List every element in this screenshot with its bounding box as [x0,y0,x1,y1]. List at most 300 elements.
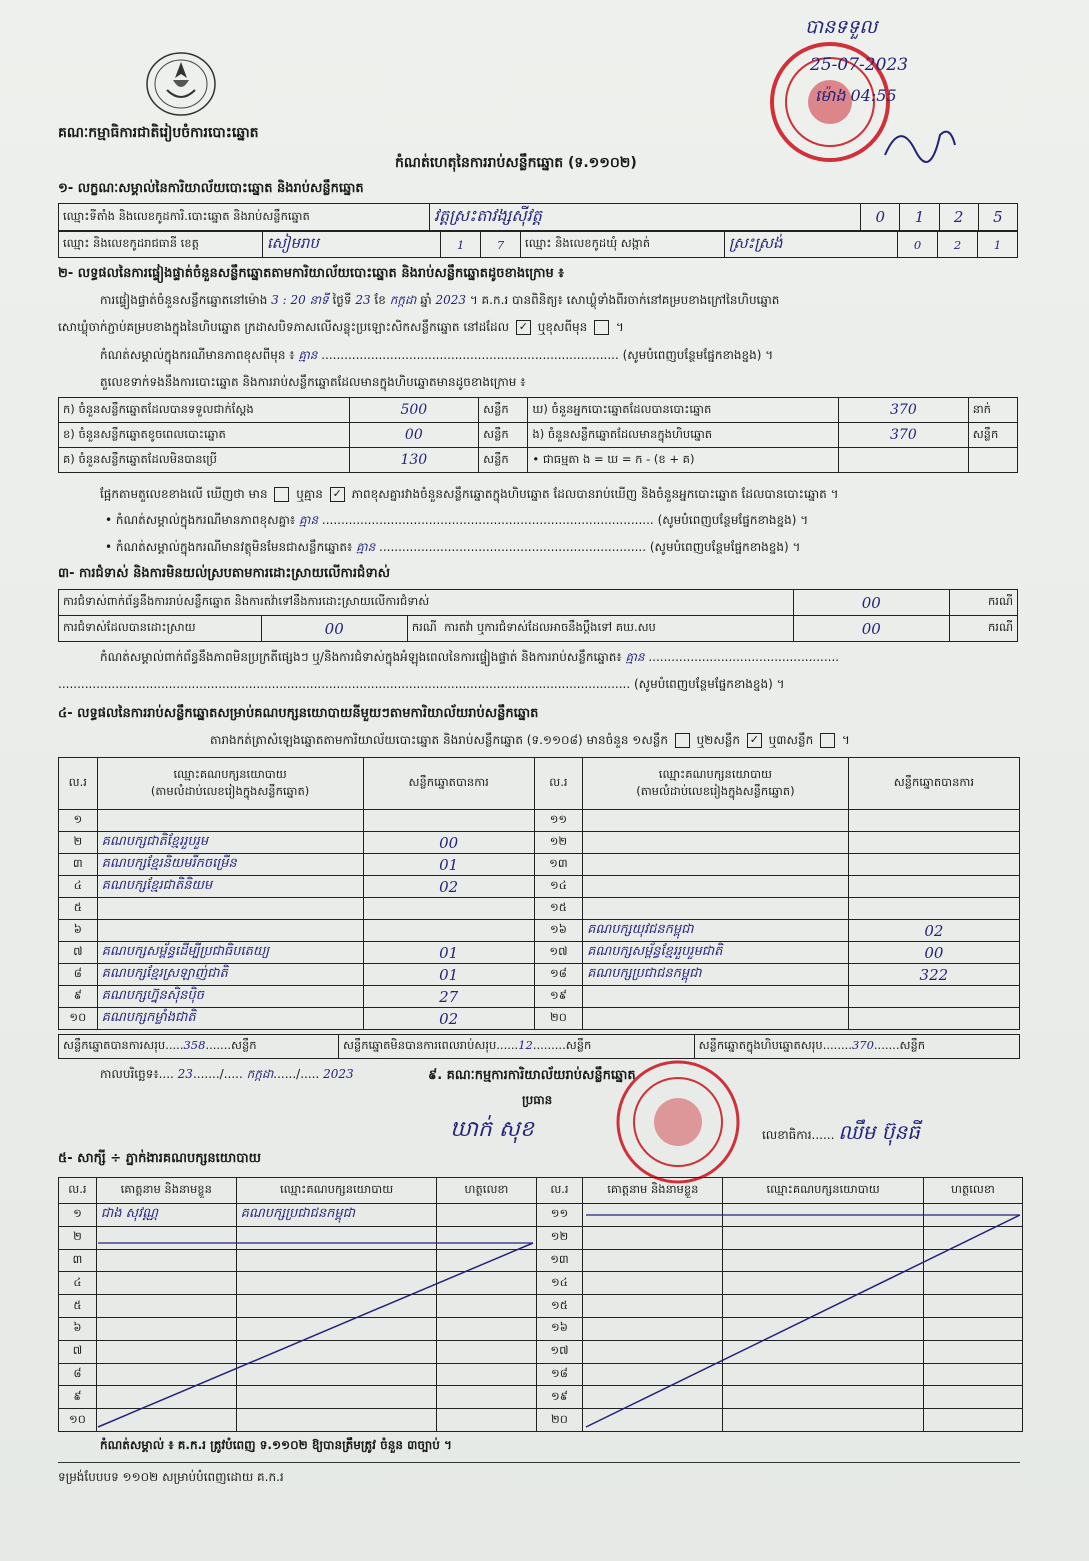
s5-row-party [236,1272,437,1295]
s5-row-sign-right [923,1226,1022,1249]
s2-has-diff-checkbox[interactable] [274,487,289,502]
s4-row-party [97,810,363,832]
s5-row-name [96,1386,236,1409]
s2-p5a: ផ្អែកតាមតួលេខខាងលើ ឃើញថា មាន [100,487,268,501]
s4-row-party-right [583,986,849,1008]
s5-h-party-left: ឈ្មោះគណបក្សនយោបាយ [236,1178,437,1204]
s1-r2-code-0: 1 [441,232,481,258]
s4-row-votes-right: 00 [848,942,1019,964]
s5-row-name [96,1317,236,1340]
s4-row-no: ៨ [59,964,98,986]
s5-row-party [236,1317,437,1340]
s3-r2-label2 [407,616,793,642]
s4-row-no-right: ១៥ [534,898,582,920]
s4-h-party-right-sub: (តាមលំដាប់លេខរៀងក្នុងសន្លឹកឆ្នោត) [636,783,795,798]
s5-row-sign [437,1272,536,1295]
s4-row-party-right [583,1008,849,1030]
s5-row-name: ជាង សុវណ្ណ [96,1204,236,1227]
s5-witness-row [59,1317,1023,1340]
s1-r2-value: សៀមរាប [262,232,440,258]
s4-row-party: គណបក្សខ្មែរជាតិនិយម [97,876,363,898]
s5-h-no-right: ល.រ [536,1178,583,1204]
s5-row-sign [437,1295,536,1318]
s5-row-name-right [583,1226,723,1249]
s2-p2-text: សោឃ្លុំចាក់ភ្ជាប់គម្របខាងក្នុងនៃហិបឆ្នោត ក្រដាសបិទភាសលើសន្លុះប្រឡោះសិកសន្លឹកឆ្នោត នៅដដែល [58,320,510,334]
footer-form: ទម្រង់បែបបទ ១១០២ សម្រាប់បំពេញដោយ គ.ក.រ [58,1470,284,1484]
s2-figure-row [59,448,1018,473]
s4-row-no: ៣ [59,854,98,876]
s3-note-label: កំណត់សម្គាល់ពាក់ព័ន្ធនឹងភាពមិនប្រក្រតីផ្សេងៗ ឬ/និងការជំទាស់ក្នុងអំឡុងពេលនៃការផ្ទៀងផ្ទាត់ និងការរាប់សន្លឹកឆ្នោត៖ [100,650,622,664]
s5-row-sign [437,1363,536,1386]
s1-r1-code-2: 2 [939,204,978,231]
s4-row-votes: 27 [363,986,534,1008]
s2-p3-note: (សូមបំពេញបន្ថែមផ្នែកខាងខ្នង) ។ [622,348,774,362]
s5-row-sign-right [923,1386,1022,1409]
s4-h-party-left-title: ឈ្មោះគណបក្សនយោបាយ [173,766,287,781]
s4-opt3: ឬ៣សន្លឹក [768,733,814,747]
s4-h-votes-right: សន្លឹកឆ្នោតបានការ [848,758,1019,810]
footer-note: កំណត់សម្គាល់ ៖ គ.ក.រ ត្រូវបំពេញ ទ.១១០២ ឱ្យបានត្រឹមត្រូវ ចំនួន ៣ច្បាប់ ។ [100,1438,452,1452]
s3-r2-value2: 00 [793,616,949,642]
s2-fig-label2: ង) ចំនួនសន្លឹកឆ្នោតដែលមានក្នុងហិបឆ្នោត [528,423,839,448]
s5-table-wrap [58,1177,1023,1431]
s5-h-party-right: ឈ្មោះគណបក្សនយោបាយ [723,1178,924,1204]
s4-row-votes-right [848,1008,1019,1030]
s2-p1a: ការផ្ទៀងផ្ទាត់ចំនួនសន្លឹកឆ្នោតនៅម៉ោង [100,293,268,307]
s4-result-row [59,1008,1020,1030]
s5-row-no: ៧ [59,1340,97,1363]
s2-fig-value2 [839,448,969,473]
s2-p6-note: (សូមបំពេញបន្ថែមផ្នែកខាងខ្នង) ។ [657,513,809,527]
s5-row-name [96,1409,236,1432]
s4-row-no-right: ១១ [534,810,582,832]
s5-row-sign-right [923,1363,1022,1386]
s2-p7: • កំណត់សម្គាល់ក្នុងករណីមានវត្ថុមិនមែនជាសន្លឹកឆ្នោត៖ គ្មាន ...................................................................... (សូមបំពេញបន្ថែមផ្នែកខាងខ្នង) ។ [105,540,801,554]
s4-row-no-right: ១៩ [534,986,582,1008]
s4-row-party: គណបក្សកម្លាំងជាតិ [97,1008,363,1030]
s4-secretary: លេខាធិការ...... ឈឹម ប៊ុនធី [762,1120,920,1144]
s5-row-no-right: ១២ [536,1226,583,1249]
s2-p4: តួលេខទាក់ទងនឹងការបោះឆ្នោត និងការរាប់សន្លឹកឆ្នោតដែលមានក្នុងហិបឆ្នោតមានដូចខាងក្រោម ៖ [100,375,526,389]
s3-r1-unit: ករណី [949,590,1017,616]
s5-h-name-right: គោត្តនាម និងនាមខ្លួន [583,1178,723,1204]
s2-fig-value2: 370 [839,398,969,423]
s2-p6-label: • កំណត់សម្គាល់ក្នុងករណីមានភាពខុសគ្នា៖ [105,513,296,527]
s4-row-no-right: ១៧ [534,942,582,964]
s2-p5 [100,487,839,502]
s4-three-sheet-checkbox[interactable] [820,733,835,748]
s2-p1-year: 2023 [435,293,466,307]
s4-sum2: សន្លឹកឆ្នោតមិនបានការពេលរាប់សរុប......12.........សន្លឹក [338,1035,694,1059]
s1-heading: ១- លក្ខណៈសម្គាល់នៃការិយាល័យបោះឆ្នោត និងរាប់សន្លឹកឆ្នោត [58,181,364,196]
s5-row-no-right: ១៥ [536,1295,583,1318]
s5-row-name-right [583,1340,723,1363]
s4-result-row [59,898,1020,920]
s2-different-checkbox[interactable] [594,320,609,335]
s4-row-votes: 01 [363,964,534,986]
s1-r2-code2-1: 2 [938,232,978,258]
s5-row-no: ៩ [59,1386,97,1409]
s3-table [58,589,1018,642]
s5-row-party [236,1249,437,1272]
s4-row-party: គណបក្សខ្មែរស្រឡាញ់ជាតិ [97,964,363,986]
s4-row-party-right: គណបក្សប្រជាជនកម្ពុជា [583,964,849,986]
s4-row-no-right: ១៤ [534,876,582,898]
s4-sum3-label: សន្លឹកឆ្នោតក្នុងហិបឆ្នោតសរុប [698,1038,823,1052]
s5-row-sign-right [923,1272,1022,1295]
s4-intro-text: តារាងកត់ត្រាសំឡេងឆ្នោតតាមការិយាល័យបោះឆ្នោត និងរាប់សន្លឹកឆ្នោត (ទ.១១០៨) មានចំនួន ១សន្លឹក [210,733,668,747]
s4-date: កាលបរិច្ឆេទ៖.... 23......./..... កក្កដា....../..... 2023 [100,1067,354,1081]
s5-row-no-right: ២០ [536,1409,583,1432]
s4-sum3-value: 370 [851,1038,874,1052]
s5-row-no: ១០ [59,1409,97,1432]
committee-stamp [614,1058,742,1186]
s5-row-no-right: ១១ [536,1204,583,1227]
s2-fig-unit: សន្លឹក [479,423,528,448]
s5-row-no: ៥ [59,1295,97,1318]
s5-row-sign [437,1204,536,1227]
s5-witness-table [58,1177,1023,1432]
s1-table [58,203,1018,231]
s4-result-row [59,964,1020,986]
s4-results-table [58,757,1020,1030]
s5-row-sign [437,1409,536,1432]
s5-row-party [236,1340,437,1363]
s4-sum1-label: សន្លឹកឆ្នោតបានការសរុប [63,1038,166,1052]
s5-row-party-right [723,1295,924,1318]
form-title: កំណត់ហេតុនៃការរាប់សន្លឹកឆ្នោត (ទ.១១០២) [395,155,637,171]
s4-row-no: ៩ [59,986,98,1008]
s5-row-party: គណបក្សប្រជាជនកម្ពុជា [236,1204,437,1227]
s4-chair-label: ប្រធាន [522,1093,553,1107]
s5-row-name-right [583,1295,723,1318]
s4-h-votes-left: សន្លឹកឆ្នោតបានការ [363,758,534,810]
s4-row-party-right [583,832,849,854]
s5-row-sign [437,1340,536,1363]
s1-r2-code-1: 7 [481,232,521,258]
s4-row-party-right [583,810,849,832]
s4-h-party-left [97,758,363,810]
s4-h-party-left-sub: (តាមលំដាប់លេខរៀងក្នុងសន្លឹកឆ្នោត) [150,783,310,798]
s5-witness-row [59,1409,1023,1432]
s5-row-name [96,1226,236,1249]
s3-r2-label2-text: ការតវ៉ា ឬការជំទាស់ដែលអាចនឹងប្តឹងទៅ គឃ.សប [444,620,656,634]
s4-sum1-unit: សន្លឹក [231,1038,257,1052]
s5-row-no-right: ១៦ [536,1317,583,1340]
s4-row-party-right [583,898,849,920]
s5-witness-row [59,1204,1023,1227]
s2-p1-month: កក្កដា [389,293,417,307]
s5-h-sign-left: ហត្ថលេខា [437,1178,536,1204]
s2-p1b: ថ្ងៃទី [332,293,352,307]
s3-r1-label: ការជំទាស់ពាក់ព័ន្ធនឹងការរាប់សន្លឹកឆ្នោត និងការតវ៉ាទៅនឹងការដោះស្រាយលើការជំទាស់ [59,590,794,616]
s1-r2-code2-0: 0 [898,232,938,258]
s2-fig-unit2: នាក់ [968,398,1017,423]
s5-row-sign [437,1386,536,1409]
s4-row-party [97,898,363,920]
s5-h-no-left: ល.រ [59,1178,97,1204]
s5-row-name [96,1249,236,1272]
s2-figure-row [59,398,1018,423]
s5-row-name-right [583,1317,723,1340]
s5-row-party-right [723,1226,924,1249]
s5-row-sign [437,1249,536,1272]
s4-result-row [59,942,1020,964]
stamp-received-text: បានទទួល [805,16,878,38]
s5-row-no: ៨ [59,1363,97,1386]
s4-row-no: ១ [59,810,98,832]
s1-r2-label2: ឈ្មោះ និងលេខកូដឃុំ សង្កាត់ [521,232,725,258]
s5-row-party-right [723,1204,924,1227]
s1-r1-code-1: 1 [900,204,939,231]
s4-row-no-right: ១៣ [534,854,582,876]
s5-row-sign-right [923,1295,1022,1318]
s4-h-no-right: ល.រ [534,758,582,810]
stamp-date: 25-07-2023 [810,55,909,75]
s2-p7-note: (សូមបំពេញបន្ថែមផ្នែកខាងខ្នង) ។ [649,540,801,554]
s3-note: កំណត់សម្គាល់ពាក់ព័ន្ធនឹងភាពមិនប្រក្រតីផ្សេងៗ ឬ/និងការជំទាស់ក្នុងអំឡុងពេលនៃការផ្ទៀងផ្ទាត់ និងការរាប់សន្លឹកឆ្នោត៖ គ្មាន .................................................. [100,650,840,664]
s5-row-name-right [583,1249,723,1272]
org-name: គណៈកម្មាធិការជាតិរៀបចំការបោះឆ្នោត [58,125,259,141]
s5-row-no: ២ [59,1226,97,1249]
s2-fig-unit2 [968,448,1017,473]
s4-sum1: សន្លឹកឆ្នោតបានការសរុប.....358.......សន្លឹក [59,1035,339,1059]
s5-row-name [96,1272,236,1295]
s5-row-name-right [583,1204,723,1227]
s2-fig-unit: សន្លឹក [479,448,528,473]
s2-p2-cb-label: ឬខុសពីមុន [537,320,588,334]
s2-p6: • កំណត់សម្គាល់ក្នុងករណីមានភាពខុសគ្នា៖ គ្មាន ....................................................................................... (សូមបំពេញបន្ថែមផ្នែកខាងខ្នង) ។ [105,513,809,527]
s3-heading: ៣- ការជំទាស់ និងការមិនយល់ស្របតាមការដោះស្រាយលើការជំទាស់ [58,566,390,581]
s5-row-no: ៦ [59,1317,97,1340]
s4-row-no: ៦ [59,920,98,942]
s4-row-party-right [583,876,849,898]
s2-p1d: ឆ្នាំ [420,293,432,307]
s5-witness-row [59,1226,1023,1249]
s4-row-votes-right [848,832,1019,854]
s4-date-month: កក្កដា [246,1067,274,1081]
s5-row-name [96,1340,236,1363]
s5-row-sign-right [923,1409,1022,1432]
s4-totals-table [58,1034,1020,1059]
s4-row-votes: 00 [363,832,534,854]
s2-fig-value: 00 [349,423,479,448]
s5-row-sign-right [923,1249,1022,1272]
s5-row-party-right [723,1340,924,1363]
s5-row-party-right [723,1249,924,1272]
s4-h-party-right-title: ឈ្មោះគណបក្សនយោបាយ [658,766,772,781]
s2-fig-label: ខ) ចំនួនសន្លឹកឆ្នោតខូចពេលបោះឆ្នោត [59,423,350,448]
s5-row-party-right [723,1409,924,1432]
s2-p3-value: គ្មាន [298,348,318,362]
s5-row-sign [437,1317,536,1340]
s5-row-party-right [723,1272,924,1295]
s5-row-no: ៤ [59,1272,97,1295]
s4-row-votes-right [848,898,1019,920]
s4-row-votes: 02 [363,876,534,898]
s4-row-party: គណបក្សហ្វ៊ុនស៊ិនប៉ិច [97,986,363,1008]
s4-row-votes: 01 [363,854,534,876]
s4-row-no: ៧ [59,942,98,964]
s4-row-party: គណបក្សជាតិខ្មែររួបរួម [97,832,363,854]
s2-p5c: ភាពខុសគ្នារវាងចំនួនសន្លឹកឆ្នោតក្នុងហិបឆ្នោត ដែលបានរាប់ឃើញ និងចំនួនអ្នកបោះឆ្នោត ដែលបានបោះឆ្នោត ។ [351,487,839,501]
s1-r1-code-0: 0 [861,204,900,231]
s4-secretary-label: លេខាធិការ [762,1128,812,1142]
s2-fig-label: ក) ចំនួនសន្លឹកឆ្នោតដែលបានទទួលជាក់ស្តែង [59,398,350,423]
s2-fig-value: 500 [349,398,479,423]
s4-h-no-left: ល.រ [59,758,98,810]
s2-p5b: ឬគ្មាន [296,487,323,501]
s5-witness-row [59,1272,1023,1295]
s4-intro: តារាងកត់ត្រាសំឡេងឆ្នោតតាមការិយាល័យបោះឆ្នោត និងរាប់សន្លឹកឆ្នោត (ទ.១១០៨) មានចំនួន ១សន្លឹក ឬ២សន្លឹក ✓ ឬ៣សន្លឹក ។ [210,733,850,747]
s4-result-row [59,920,1020,942]
s5-row-sign-right [923,1340,1022,1363]
s5-row-party [236,1226,437,1249]
s4-row-votes [363,810,534,832]
s2-p1e: ។ គ.ក.រ បានពិនិត្យ៖ សោឃ្លុំទាំងពីរចាក់នៅគម្របខាងក្រៅនៃហិបឆ្នោត [469,293,780,307]
s5-row-no-right: ១៣ [536,1249,583,1272]
s3-note-fill: (សូមបំពេញបន្ថែមផ្នែកខាងខ្នង) ។ [633,677,785,691]
s2-figure-row [59,423,1018,448]
s5-row-party [236,1363,437,1386]
s4-sum3-unit: សន្លឹក [899,1038,926,1052]
s4-opt2: ឬ២សន្លឹក [696,733,741,747]
s4-row-votes-right [848,876,1019,898]
s4-two-sheet-checkbox[interactable]: ✓ [747,733,762,748]
s5-row-no: ១ [59,1204,97,1227]
s4-result-row [59,876,1020,898]
s2-figures-table [58,397,1018,473]
s4-row-party: គណបក្សសម្ព័ន្ធដើម្បីប្រជាធិបតេយ្យ [97,942,363,964]
s4-heading: ៤- លទ្ធផលនៃការរាប់សន្លឹកឆ្នោតសម្រាប់គណបក្សនយោបាយនីមួយៗតាមការិយាល័យរាប់សន្លឹកឆ្នោត [58,706,539,721]
s5-row-party [236,1386,437,1409]
s4-secretary-signature: ឈឹម ប៊ុនធី [838,1120,920,1144]
s4-result-row [59,854,1020,876]
s4-h-party-right [583,758,849,810]
s1-r1-value [429,204,860,231]
s2-p2: សោឃ្លុំចាក់ភ្ជាប់គម្របខាងក្នុងនៃហិបឆ្នោត ក្រដាសបិទភាសលើសន្លុះប្រឡោះសិកសន្លឹកឆ្នោត នៅដដែល ✓ ឬខុសពីមុន ។ [58,320,624,334]
s3-r2-label: ការជំទាស់ដែលបានដោះស្រាយ [59,616,262,642]
s5-row-no-right: ១៧ [536,1340,583,1363]
s4-row-votes: 01 [363,942,534,964]
s2-same-checkbox[interactable]: ✓ [516,320,531,335]
s5-row-party [236,1409,437,1432]
s5-witness-row [59,1249,1023,1272]
s5-row-name-right [583,1386,723,1409]
s4-result-row [59,986,1020,1008]
national-emblem-icon [145,50,217,118]
s5-heading: ៥- សាក្សី ÷ ភ្នាក់ងារគណបក្សនយោបាយ [58,1151,261,1166]
s4-sum1-value: 358 [183,1038,206,1052]
s2-fig-label2: ឃ) ចំនួនអ្នកបោះឆ្នោតដែលបានបោះឆ្នោត [528,398,839,423]
s3-r1-value: 00 [793,590,949,616]
s2-fig-unit: សន្លឹក [479,398,528,423]
s4-row-no-right: ១៦ [534,920,582,942]
s5-row-party-right [723,1386,924,1409]
s4-row-votes-right: 322 [848,964,1019,986]
s2-p7-label: • កំណត់សម្គាល់ក្នុងករណីមានវត្ថុមិនមែនជាសន្លឹកឆ្នោត៖ [105,540,353,554]
s5-witness-row [59,1363,1023,1386]
s5-witness-row [59,1295,1023,1318]
s2-p7-value: គ្មាន [356,540,376,554]
s5-h-sign-right: ហត្ថលេខា [923,1178,1022,1204]
s2-p6-value: គ្មាន [299,513,319,527]
s5-row-name-right [583,1272,723,1295]
s5-row-no-right: ១៤ [536,1272,583,1295]
s5-row-name [96,1295,236,1318]
s5-row-no-right: ១៨ [536,1363,583,1386]
s5-row-name [96,1363,236,1386]
s4-result-row [59,810,1020,832]
s5-row-sign [437,1226,536,1249]
s4-row-votes-right [848,986,1019,1008]
s4-row-party [97,920,363,942]
s2-fig-label: គ) ចំនួនសន្លឹកឆ្នោតដែលមិនបានប្រើ [59,448,350,473]
s4-row-votes-right [848,810,1019,832]
s4-row-no: ១០ [59,1008,98,1030]
s5-row-party-right [723,1363,924,1386]
s5-h-name-left: គោត្តនាម និងនាមខ្លួន [96,1178,236,1204]
s5-witness-row [59,1340,1023,1363]
s4-sum3: សន្លឹកឆ្នោតក្នុងហិបឆ្នោតសរុប........370.......សន្លឹក [694,1035,1019,1059]
s2-heading: ២- លទ្ធផលនៃការផ្ទៀងផ្ទាត់ចំនួនសន្លឹកឆ្នោតតាមការិយាល័យបោះឆ្នោត និងរាប់សន្លឹកឆ្នោតដូចខាងក្រោម ៖ [58,266,564,281]
s2-fig-unit2: សន្លឹក [968,423,1017,448]
s4-date-label: កាលបរិច្ឆេទ៖ [100,1067,159,1081]
s2-p1-time: 3 : 20 នាទី [271,293,329,307]
s2-fig-label2: • ជាធម្មតា ង = ឃ = ក - (ខ + គ) [528,448,839,473]
s4-row-votes [363,920,534,942]
s4-row-no: ៥ [59,898,98,920]
s4-sum2-unit: សន្លឹក [565,1038,592,1052]
s4-one-sheet-checkbox[interactable] [675,733,690,748]
s4-date-day: 23 [177,1067,193,1081]
s2-no-diff-checkbox[interactable]: ✓ [330,487,345,502]
s1-r1-code-3: 5 [978,204,1017,231]
s5-row-sign-right [923,1204,1022,1227]
footer-rule [58,1462,1020,1463]
s5-row-party-right [723,1317,924,1340]
s4-row-votes-right: 02 [848,920,1019,942]
s2-fig-value: 130 [349,448,479,473]
s4-row-no-right: ១៨ [534,964,582,986]
s5-row-no-right: ១៩ [536,1386,583,1409]
s4-sum2-label: សន្លឹកឆ្នោតមិនបានការពេលរាប់សរុប [342,1038,497,1052]
s1-r2-label: ឈ្មោះ និងលេខកូដរាជធានី ខេត្ត [59,232,263,258]
s4-date-year: 2023 [323,1067,354,1081]
s3-r2-value: 00 [261,616,407,642]
s4-row-party-right: គណបក្សសម្ព័ន្ធខ្មែររួបរួមជាតិ [583,942,849,964]
s1-r2-value2: ស្រះស្រង់ [724,232,897,258]
s4-committee: ៩. គណៈកម្មការការិយាល័យរាប់សន្លឹកឆ្នោត [428,1068,636,1083]
s4-result-row [59,832,1020,854]
s3-note-line2: ...................................................................................................................................................... (សូមបំពេញបន្ថែមផ្នែកខាងខ្នង) ។ [58,677,785,691]
s4-row-party-right [583,854,849,876]
s4-sum2-value: 12 [518,1038,533,1052]
s2-p1 [100,293,779,308]
s4-row-no: ២ [59,832,98,854]
s4-row-no-right: ១២ [534,832,582,854]
s2-p1c: ខែ [374,293,386,307]
s4-row-votes: 02 [363,1008,534,1030]
s5-row-sign-right [923,1317,1022,1340]
s4-row-votes-right [848,854,1019,876]
stamp-signature [880,115,960,174]
s5-row-name-right [583,1409,723,1432]
s4-row-no: ៤ [59,876,98,898]
s2-p3-label: កំណត់សម្គាល់ក្នុងករណីមានភាពខុសពីមុន ៖ [100,348,295,362]
s4-row-no-right: ២០ [534,1008,582,1030]
s3-note-value: គ្មាន [625,650,645,664]
